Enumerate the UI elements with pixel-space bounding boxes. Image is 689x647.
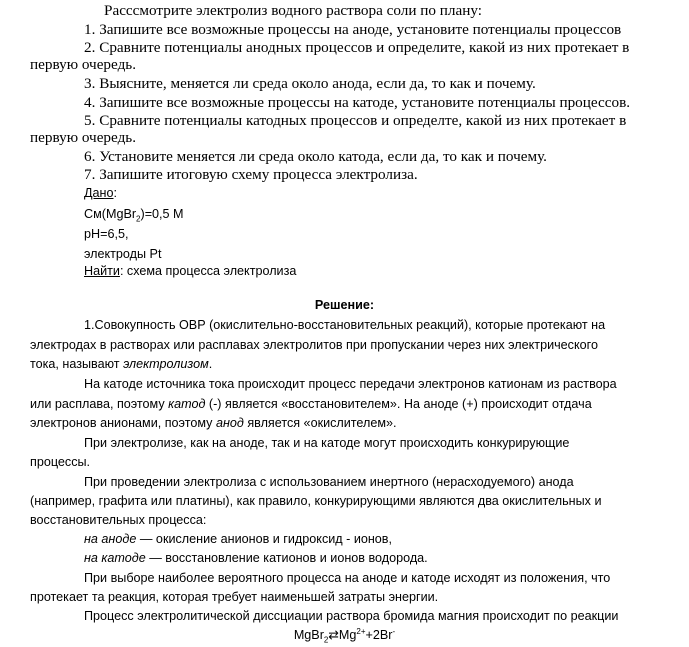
- para-1-line-2: электродах в растворах или расплавах электролитов при пропускании через них электрического: [30, 338, 598, 352]
- anode-process-line: на аноде — окисление анионов и гидроксид - ионов,: [84, 532, 393, 546]
- given-ph: pH=6,5,: [84, 227, 129, 241]
- para-1-line-1: 1.Совокупность ОВР (окислительно-восстановительных реакций), которые протекают на: [84, 318, 606, 332]
- para-3-line-2: процессы.: [30, 455, 91, 469]
- task-step-1: 1. Запишите все возможные процессы на аноде, установите потенциалы процессов: [84, 21, 622, 38]
- term-electrolysis: электролизом: [123, 357, 209, 371]
- equilibrium-arrow-icon: ⇄: [328, 628, 339, 642]
- para-5-line-2: протекает та реакция, которая требует наименьшей затраты энергии.: [30, 590, 439, 604]
- para-4-line-1: При проведении электролиза с использованием инертного (нерасходуемого) анода: [84, 475, 574, 489]
- para-5-line-1: При выборе наиболее вероятного процесса на аноде и катоде исходят из положения, что: [84, 571, 611, 585]
- task-step-5-cont: первую очередь.: [30, 129, 137, 146]
- task-step-4: 4. Запишите все возможные процессы на катоде, установите потенциалы процессов.: [84, 94, 631, 111]
- term-anode: анод: [215, 416, 244, 430]
- task-step-5: 5. Сравните потенциалы катодных процессов и определте, какой из них протекает в: [84, 112, 627, 129]
- para-4-line-3: восстановительных процесса:: [30, 513, 207, 527]
- task-step-2-cont: первую очередь.: [30, 56, 137, 73]
- given-concentration: См(MgBr$_2$)=0,5 М: [84, 207, 184, 224]
- term-cathode: катод: [168, 397, 206, 411]
- find-line: Найти: схема процесса электролиза: [84, 264, 297, 278]
- solution-heading: Решение:: [314, 298, 375, 312]
- task-step-7: 7. Запишите итоговую схему процесса электролиза.: [84, 166, 418, 183]
- find-label: Найти: [84, 264, 120, 278]
- given-electrodes: электроды Pt: [84, 247, 162, 261]
- para-6-line-1: Процесс электролитической диссциации раствора бромида магния происходит по реакции: [84, 609, 619, 623]
- task-step-2: 2. Сравните потенциалы анодных процессов и определите, какой из них протекает в: [84, 39, 630, 56]
- given-label: Дано: [84, 186, 114, 200]
- dissociation-equation: $MgBr_2⇄Mg^{2+}+2Br^-$: [293, 626, 396, 645]
- task-step-3: 3. Выясните, меняется ли среда около анода, если да, то как и почему.: [84, 75, 536, 92]
- para-2-line-1: На катоде источника тока происходит процесс передачи электронов катионам из раствора: [84, 377, 617, 391]
- para-2-line-3: электронов анионами, поэтому анод является «окислителем».: [30, 416, 397, 430]
- cathode-process-line: на катоде — восстановление катионов и ионов водорода.: [84, 551, 428, 565]
- para-1-line-3: тока, называют электролизом.: [30, 357, 213, 371]
- para-3-line-1: При электролизе, как на аноде, так и на катоде могут происходить конкурирующие: [84, 436, 570, 450]
- para-2-line-2: или расплава, поэтому катод (-) является «восстановителем». На аноде (+) происходит отдача: [30, 397, 592, 411]
- given-label-line: [84, 183, 117, 203]
- task-step-6: 6. Установите меняется ли среда около катода, если да, то как и почему.: [84, 148, 547, 165]
- para-4-line-2: (например, графита или платины), как правило, конкурирующими являются два окислительных и: [30, 494, 602, 508]
- given-colon: :: [113, 186, 117, 200]
- task-intro: Расссмотрите электролиз водного раствора соли по плану:: [104, 2, 482, 19]
